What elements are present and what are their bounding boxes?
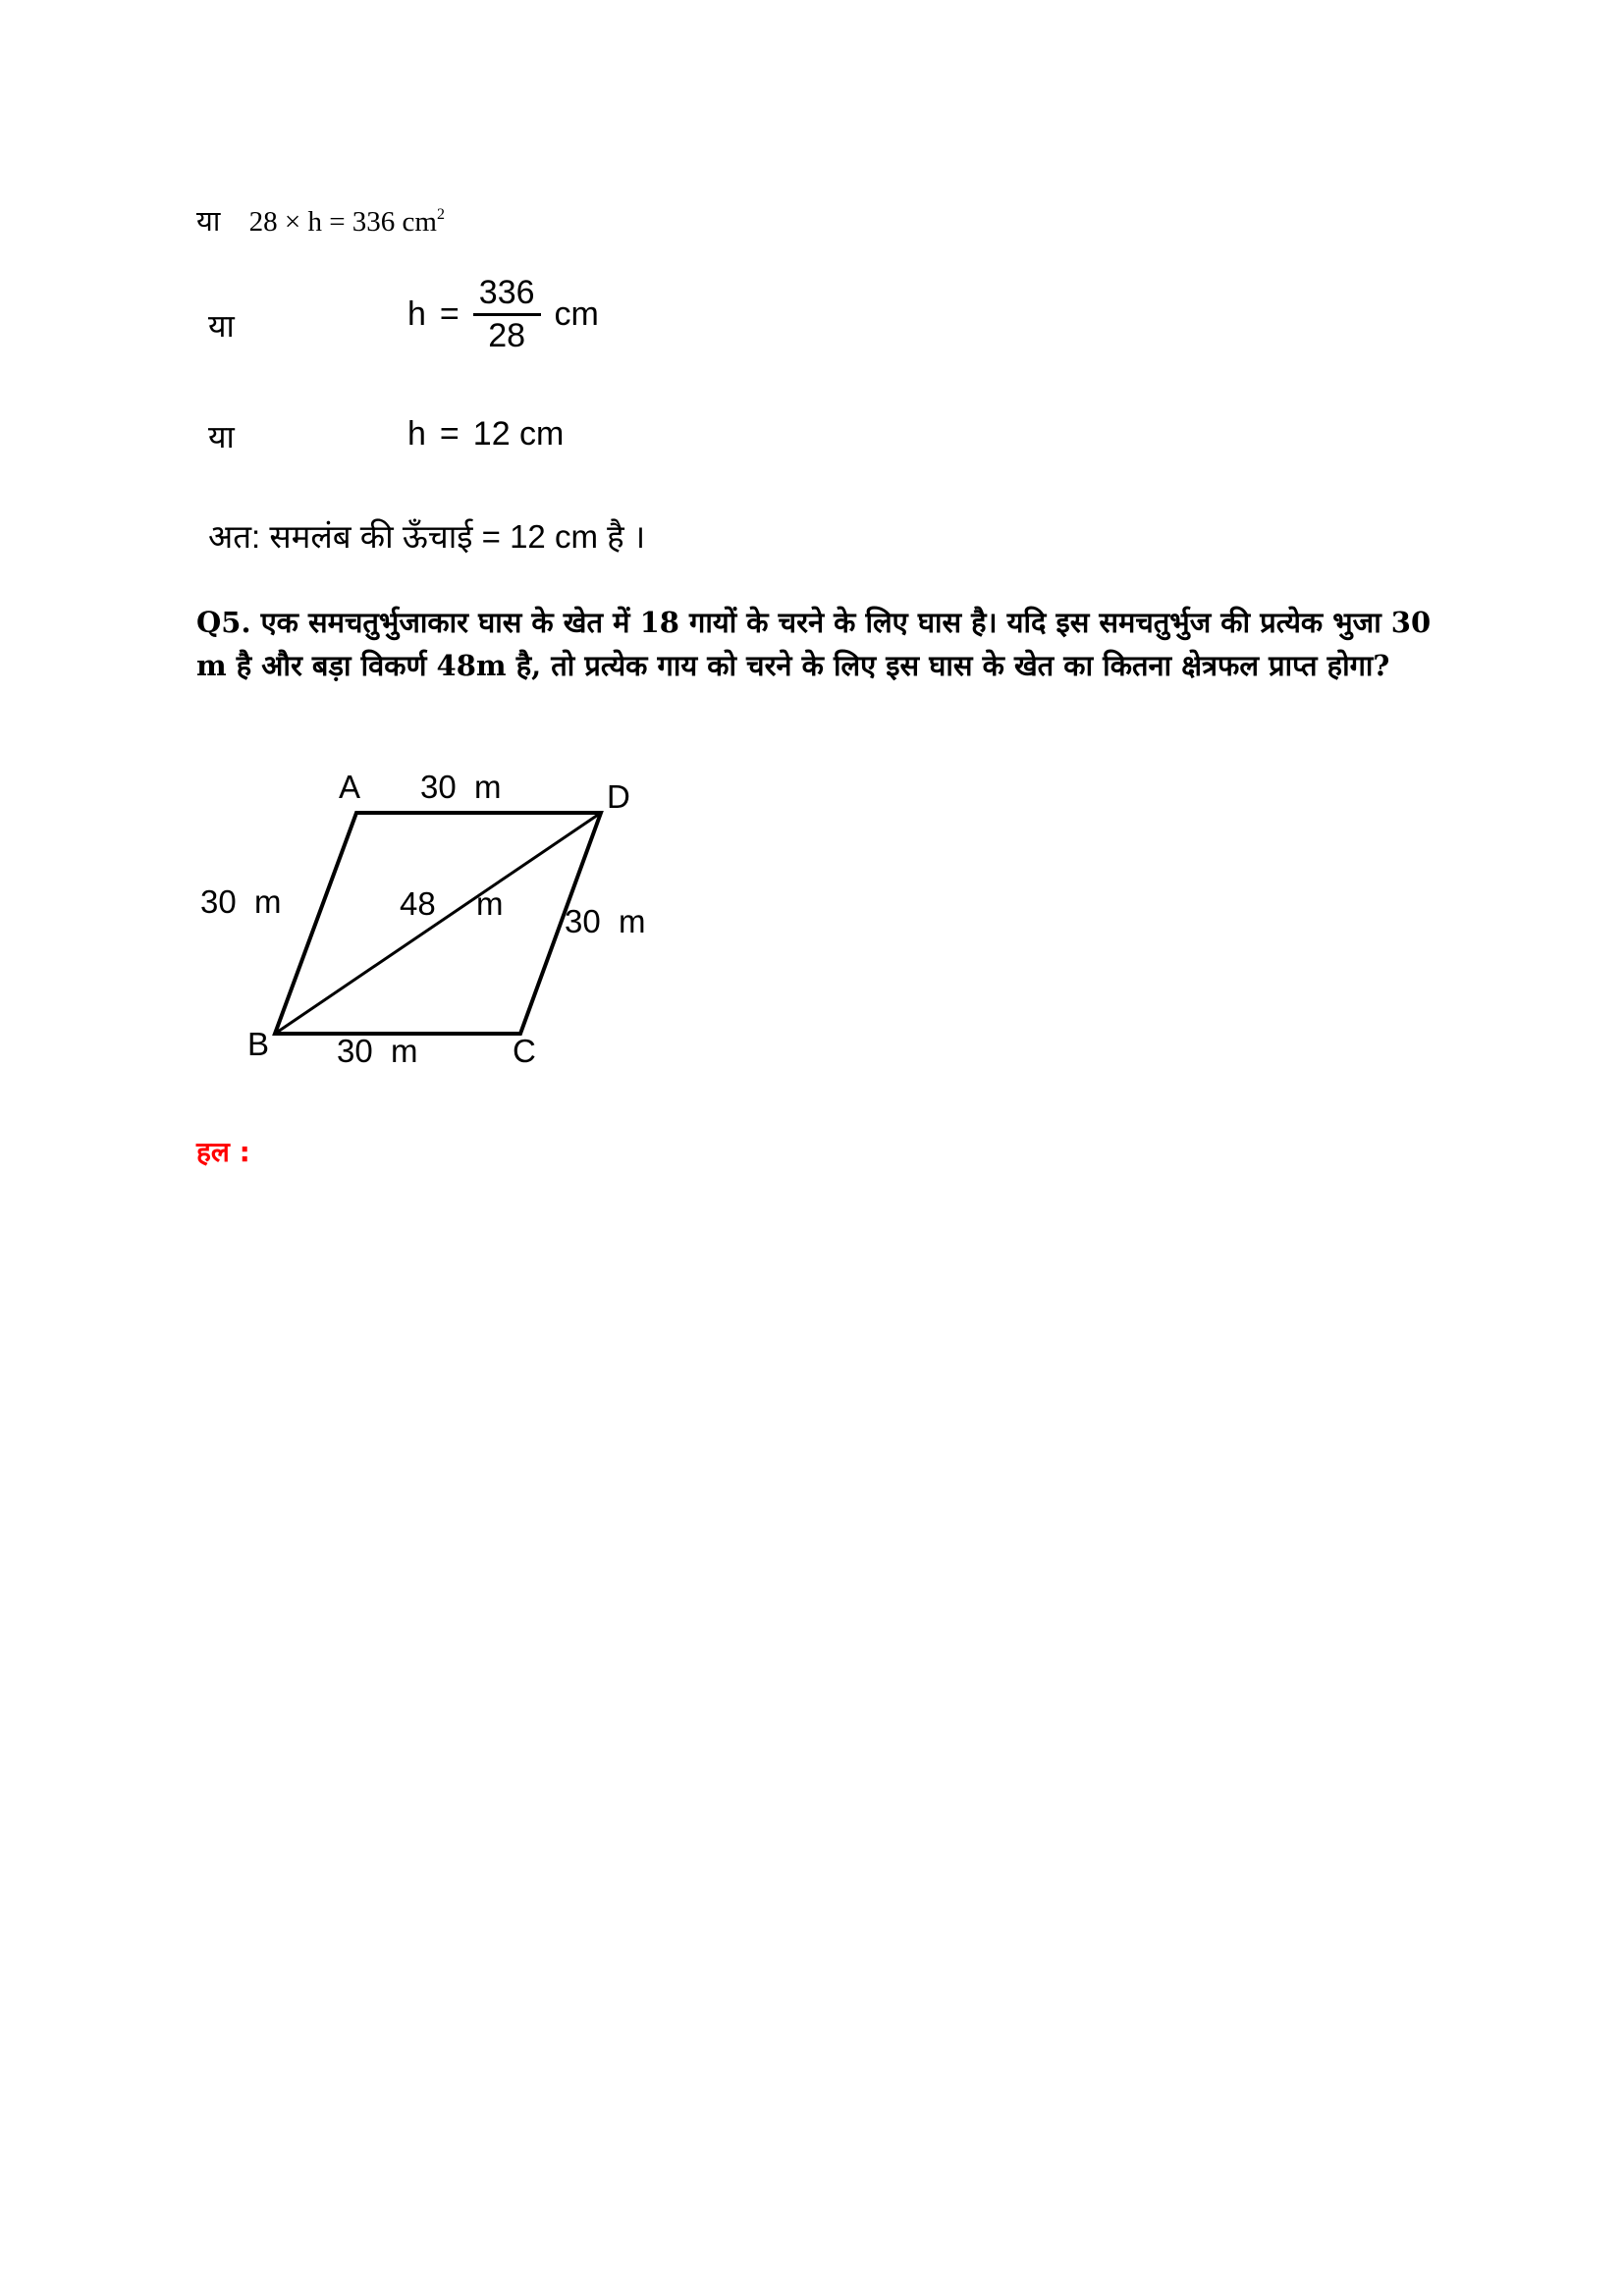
equation-line-3 (407, 415, 564, 454)
label-left: 30 m (200, 883, 282, 920)
label-diagonal-unit: m (476, 885, 504, 922)
label-diagonal-value: 48 (400, 885, 436, 922)
question-text: Q5. एक समचतुर्भुजाकार घास के खेत में 18 गायों के चरने के लिए घास है। यदि इस समचतुर्भुज की प्रत्येक भुजा 30 m है और बड़ा विकर्ण 48m है, तो प्रत्येक गाय को चरने के लिए इस घास के खेत का कितना क्षेत्रफल प्राप्त होगा? (196, 606, 1432, 682)
ya-prefix-3: या (208, 419, 235, 454)
equation-line-2 (407, 275, 599, 355)
vertex-c: C (513, 1033, 536, 1069)
value: 12 cm (472, 415, 565, 453)
vertex-d: D (607, 778, 630, 815)
diagonal-bd (275, 813, 601, 1034)
equals-sign: = (439, 415, 460, 453)
equals-sign: = (439, 295, 460, 334)
denominator: 28 (488, 317, 526, 355)
ya-prefix-2: या (208, 308, 235, 344)
label-top: 30 m (420, 769, 502, 805)
fraction (473, 275, 541, 355)
vertex-a: A (339, 769, 361, 805)
unit: cm (554, 295, 599, 334)
vertex-b: B (247, 1026, 270, 1062)
lhs: h (407, 295, 426, 334)
ya-prefix: या (196, 206, 221, 238)
solution-label: हल : (196, 1136, 250, 1168)
conclusion-text: अत: समलंब की ऊँचाई = 12 cm है । (208, 518, 646, 555)
equation-line-1 (196, 201, 445, 240)
lhs: h (407, 415, 426, 453)
equation-expression: 28 × h = 336 cm (248, 206, 437, 238)
rhombus-diagram (187, 756, 677, 1090)
superscript: 2 (436, 206, 445, 223)
numerator: 336 (473, 275, 541, 316)
label-right: 30 m (565, 903, 646, 939)
label-bottom: 30 m (337, 1033, 418, 1069)
